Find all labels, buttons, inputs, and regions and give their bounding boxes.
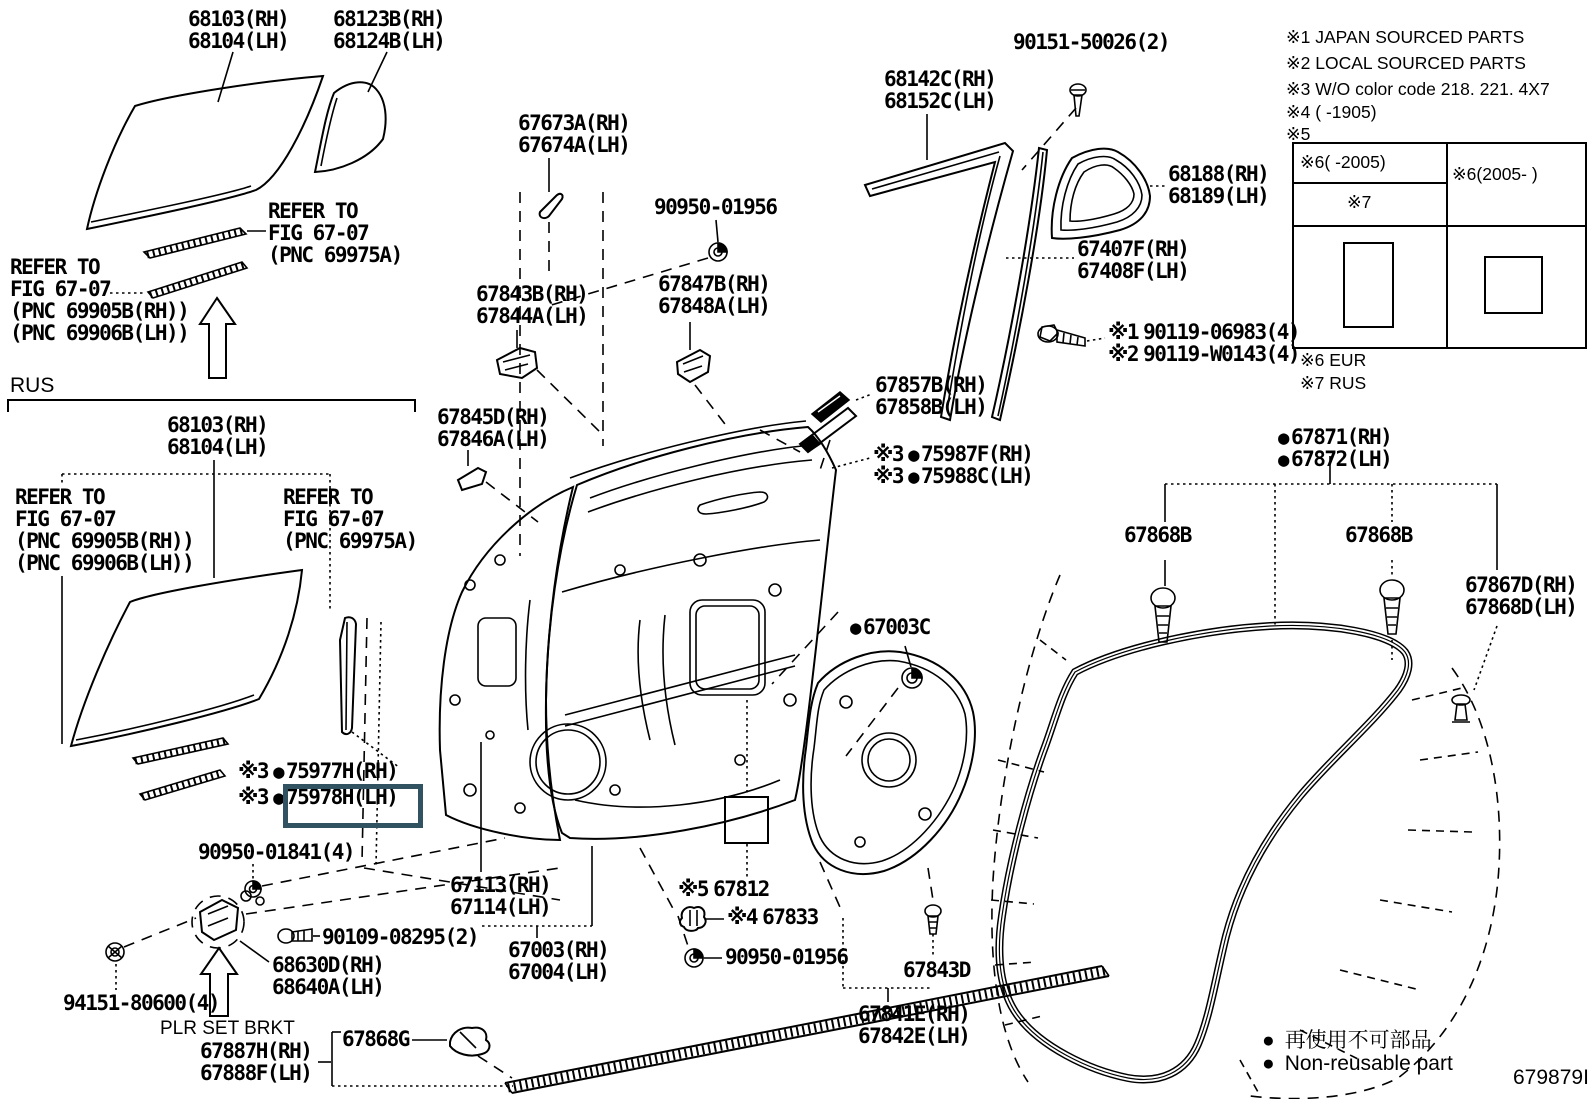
door-inner-panel-art [440, 487, 606, 938]
part-label-67408f[interactable]: 67408F(LH) [1077, 259, 1189, 283]
part-label-68640a[interactable]: 68640A(LH) [272, 975, 384, 999]
part-label-75988c[interactable]: ※3 ● 75988C(LH) [873, 464, 1033, 488]
part-label-94151[interactable]: 94151-80600(4) [63, 991, 220, 1015]
part-label-90119-w0143[interactable]: ※2 90119-W0143(4) [1108, 342, 1300, 366]
part-label-68103[interactable]: 68103(RH) [188, 7, 289, 31]
part-label-67843d[interactable]: 67843D [903, 958, 970, 982]
part-label-68124b[interactable]: 68124B(LH) [333, 29, 445, 53]
part-label-68152c[interactable]: 68152C(LH) [884, 89, 996, 113]
part-label-75978h[interactable]: ※3 ● 75978H(LH) [238, 785, 398, 809]
part-label-68142c[interactable]: 68142C(RH) [884, 67, 996, 91]
part-label-67842e[interactable]: 67842E(LH) [858, 1024, 970, 1048]
highlight-box [283, 784, 423, 828]
bullet-icon: ● [1278, 449, 1288, 471]
part-label-68104-rus[interactable]: 68104(LH) [167, 435, 268, 459]
part-label-68103-rus[interactable]: 68103(RH) [167, 413, 268, 437]
part-label-75977h[interactable]: ※3 ● 75977H(RH) [238, 759, 398, 783]
part-label-67857b[interactable]: 67857B(RH) [875, 373, 987, 397]
part-label-67868b-left[interactable]: 67868B [1124, 523, 1191, 547]
part-label-67833[interactable]: ※4 67833 [727, 905, 818, 929]
part-label-67673a[interactable]: 67673A(RH) [518, 111, 630, 135]
part-label-67858b[interactable]: 67858B(LH) [875, 395, 987, 419]
part-label-67113[interactable]: 67113(RH) [450, 873, 551, 897]
part-label-68630d[interactable]: 68630D(RH) [272, 953, 384, 977]
bolt-90119-art [1038, 325, 1105, 346]
part-label-67867d[interactable]: 67867D(RH) [1465, 573, 1577, 597]
part-label-90119-06983[interactable]: ※1 90119-06983(4) [1108, 320, 1300, 344]
legend-table-art [1293, 143, 1586, 348]
note3-ref: ※3 [873, 464, 904, 488]
part-label-90950-01956-top[interactable]: 90950-01956 [654, 195, 777, 219]
bullet-icon: ● [1262, 1052, 1275, 1075]
refer-note-4-line3: (PNC 69975A) [283, 529, 417, 553]
refer-note-1-line1: REFER TO [268, 199, 358, 223]
part-label-67003[interactable]: 67003(RH) [508, 938, 609, 962]
legend-note-2: ※2 LOCAL SOURCED PARTS [1286, 53, 1526, 73]
part-label-67812[interactable]: ※5 67812 [678, 877, 769, 901]
legend-cell-7: ※7 [1347, 192, 1372, 212]
part-label-67868g[interactable]: 67868G [342, 1027, 409, 1051]
part-label-75987f[interactable]: ※3 ● 75987F(RH) [873, 442, 1033, 466]
part-label-67841e[interactable]: 67841E(RH) [858, 1002, 970, 1026]
door-frame-run-art [865, 84, 1086, 420]
quarter-glass-art [315, 52, 387, 172]
legend-note-4: ※4 ( -1905) [1286, 102, 1377, 122]
non-reusable-note-jp: ● 再使用不可部品 [1262, 1029, 1432, 1052]
part-label-67003c[interactable]: ● 67003C [850, 615, 930, 639]
legend-note-5: ※5 [1286, 124, 1311, 144]
bullet-icon: ● [850, 617, 860, 639]
refer-note-3-line4: (PNC 69906B(LH)) [15, 551, 194, 575]
part-label-67004[interactable]: 67004(LH) [508, 960, 609, 984]
refer-note-2-line1: REFER TO [10, 255, 100, 279]
non-reusable-note-en: ● Non-reusable part [1262, 1052, 1453, 1075]
part-label-68188[interactable]: 68188(RH) [1168, 162, 1269, 186]
part-label-90950-01956-bottom[interactable]: 90950-01956 [725, 945, 848, 969]
part-label-68189[interactable]: 68189(LH) [1168, 184, 1269, 208]
rus-region-label: RUS [10, 374, 55, 397]
legend-cell-6b: ※6(2005- ) [1452, 164, 1538, 184]
part-label-67845d[interactable]: 67845D(RH) [437, 405, 549, 429]
refer-note-4-line2: FIG 67-07 [283, 507, 384, 531]
part-label-67843b[interactable]: 67843B(RH) [476, 282, 588, 306]
bullet-icon: ● [1278, 427, 1288, 449]
part-label-68123b[interactable]: 68123B(RH) [333, 7, 445, 31]
refer-note-4-line1: REFER TO [283, 485, 373, 509]
refer-note-3-line3: (PNC 69905B(RH)) [15, 529, 194, 553]
part-label-67871[interactable]: ● 67871(RH) [1278, 425, 1392, 449]
refer-note-3-line1: REFER TO [15, 485, 105, 509]
part-label-90151[interactable]: 90151-50026(2) [1013, 30, 1170, 54]
note2-ref: ※2 [1108, 342, 1139, 366]
part-label-67868b-right[interactable]: 67868B [1345, 523, 1412, 547]
part-label-67888f[interactable]: 67888F(LH) [200, 1061, 312, 1085]
refer-note-1-line3: (PNC 69975A) [268, 243, 402, 267]
legend-note-7: ※7 RUS [1300, 373, 1367, 393]
part-label-67674a[interactable]: 67674A(LH) [518, 133, 630, 157]
refer-note-2-line3: (PNC 69905B(RH)) [10, 299, 189, 323]
legend-cell-6a: ※6( -2005) [1300, 152, 1386, 172]
refer-note-1-line2: FIG 67-07 [268, 221, 369, 245]
bullet-icon: ● [273, 761, 284, 783]
door-shell-art [546, 421, 836, 839]
part-label-67844a[interactable]: 67844A(LH) [476, 304, 588, 328]
bullet-icon: ● [908, 444, 919, 466]
part-label-90109[interactable]: 90109-08295(2) [322, 925, 479, 949]
bullet-icon: ● [1262, 1029, 1275, 1052]
part-label-67872[interactable]: ● 67872(LH) [1278, 447, 1392, 471]
figure-code: 679879I [1513, 1066, 1589, 1089]
note1-ref: ※1 [1108, 320, 1139, 344]
part-label-90950-01841[interactable]: 90950-01841(4) [198, 840, 355, 864]
note5-ref: ※5 [678, 877, 709, 901]
part-label-67848a[interactable]: 67848A(LH) [658, 294, 770, 318]
part-label-67868d[interactable]: 67868D(LH) [1465, 595, 1577, 619]
part-label-67114[interactable]: 67114(LH) [450, 895, 551, 919]
part-label-67847b[interactable]: 67847B(RH) [658, 272, 770, 296]
part-label-67407f[interactable]: 67407F(RH) [1077, 237, 1189, 261]
legend-note-6: ※6 EUR [1300, 350, 1367, 370]
quarter-window-art [1052, 149, 1166, 239]
note3-ref: ※3 [873, 442, 904, 466]
lower-moulding-art [318, 966, 1109, 1093]
note3-ref: ※3 [238, 759, 269, 783]
part-label-67887h[interactable]: 67887H(RH) [200, 1039, 312, 1063]
part-label-67846a[interactable]: 67846A(LH) [437, 427, 549, 451]
bullet-icon: ● [273, 787, 284, 809]
legend-note-3: ※3 W/O color code 218. 221. 4X7 [1286, 79, 1550, 99]
weatherstrip-art [991, 456, 1500, 1099]
bullet-icon: ● [908, 466, 919, 488]
plr-set-brkt-label: PLR SET BRKT [160, 1018, 295, 1039]
refer-note-3-line2: FIG 67-07 [15, 507, 116, 531]
note4-ref: ※4 [727, 905, 758, 929]
legend-note-1: ※1 JAPAN SOURCED PARTS [1286, 27, 1525, 47]
note3-ref: ※3 [238, 785, 269, 809]
refer-note-2-line2: FIG 67-07 [10, 277, 111, 301]
refer-note-2-line4: (PNC 69906B(LH)) [10, 321, 189, 345]
part-label-68104[interactable]: 68104(LH) [188, 29, 289, 53]
